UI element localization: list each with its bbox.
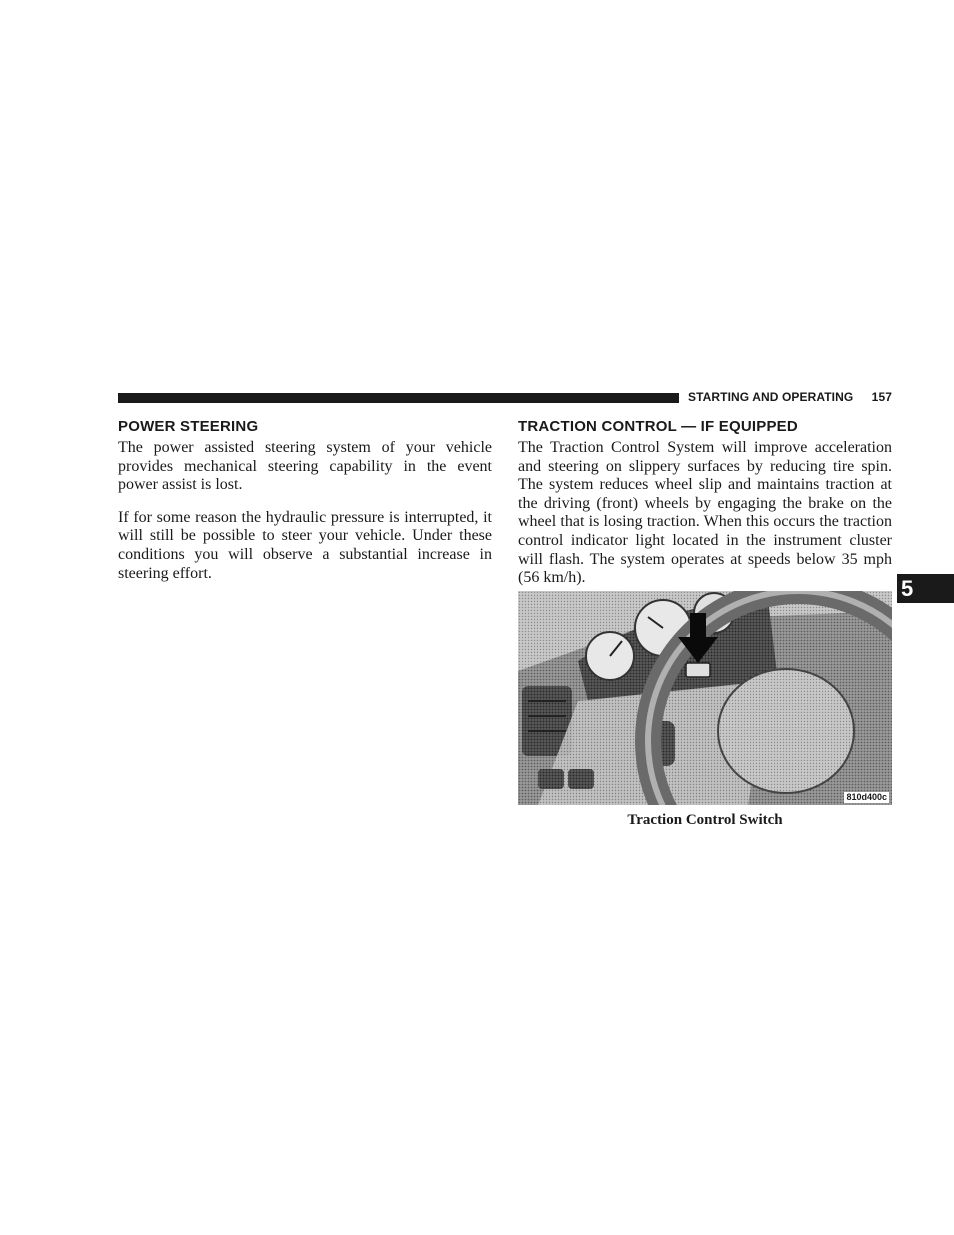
paragraph: If for some reason the hydraulic pressure is interrupted, it will still be possible to steer your vehicle. Under these conditions you will observe a substantial increase in steering effort. [118,508,492,582]
header-rule [118,393,679,403]
traction-control-heading: TRACTION CONTROL — IF EQUIPPED [518,418,798,435]
right-column [518,417,892,602]
dashboard-illustration [518,591,892,805]
power-steering-heading: POWER STEERING [118,418,259,435]
page-number: 157 [871,390,892,404]
left-column [118,417,492,597]
paragraph: The Traction Control System will improve acceleration and steering on slippery surfaces by reducing tire spin. The system reduces wheel slip and maintains traction at the driving (front) wheels by engaging the brake on the wheel that is losing traction. When this occurs the traction control indicator light located in the instrument cluster will flash. The system operates at speeds below 35 mph (56 km/h). [518,439,892,587]
running-head [688,390,892,404]
section-title: STARTING AND OPERATING [688,390,854,404]
figure-caption: Traction Control Switch [627,812,783,828]
traction-control-figure [518,591,892,805]
figure-code: 810d400c [846,792,887,802]
chapter-tab: 5 [897,574,954,603]
paragraph: The power assisted steering system of your vehicle provides mechanical steering capability in the event power assist is lost. [118,439,492,494]
